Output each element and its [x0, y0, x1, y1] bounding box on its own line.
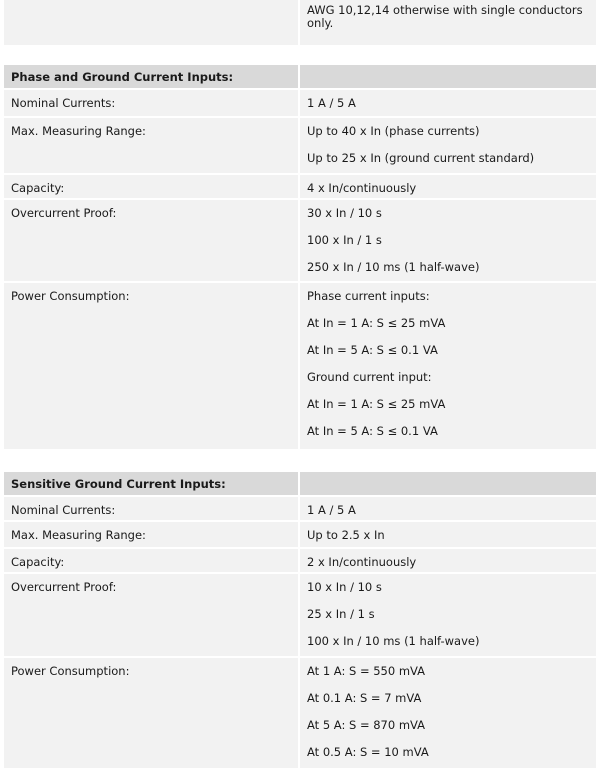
value-line: 1 A / 5 A [307, 503, 356, 517]
continuation-row [4, 0, 596, 45]
row-label: Nominal Currents: [4, 90, 298, 116]
value-line: At In = 5 A: S ≤ 0.1 VA [307, 343, 438, 357]
value-line: At 0.5 A: S = 10 mVA [307, 745, 429, 759]
value-line: Up to 40 x In (phase currents) [307, 124, 480, 138]
continuation-text-line1: AWG 10,12,14 otherwise with single conductors [307, 3, 583, 17]
row-value [300, 522, 596, 547]
value-line: 25 x In / 1 s [307, 607, 375, 621]
section-title: Sensitive Ground Current Inputs: [4, 472, 298, 495]
value-line: 100 x In / 1 s [307, 233, 382, 247]
value-line: At 5 A: S = 870 mVA [307, 718, 426, 732]
row-value [300, 200, 596, 281]
row-value [300, 283, 596, 449]
row-value [300, 549, 596, 572]
value-line: Phase current inputs: [307, 289, 430, 303]
continuation-text-line2: only. [307, 16, 334, 30]
value-line: 10 x In / 10 s [307, 580, 382, 594]
value-line: 250 x In / 10 ms (1 half-wave) [307, 260, 480, 274]
row-value [300, 175, 596, 198]
value-line: 4 x In/continuously [307, 181, 417, 195]
continuation-label-cell [4, 0, 298, 45]
row-label: Power Consumption: [4, 283, 298, 449]
row-value [300, 90, 596, 116]
section-header-right [300, 65, 596, 88]
value-line: Ground current input: [307, 370, 432, 384]
value-line: At In = 1 A: S ≤ 25 mVA [307, 397, 446, 411]
value-line: At 0.1 A: S = 7 mVA [307, 691, 422, 705]
row-value [300, 658, 596, 768]
value-line: 2 x In/continuously [307, 555, 417, 569]
row-value [300, 118, 596, 173]
row-label: Max. Measuring Range: [4, 522, 298, 547]
value-line: At In = 1 A: S ≤ 25 mVA [307, 316, 446, 330]
value-line: 1 A / 5 A [307, 96, 356, 110]
phase-ground-current-table [4, 65, 596, 449]
value-line: Up to 2.5 x In [307, 528, 385, 542]
value-line: At In = 5 A: S ≤ 0.1 VA [307, 424, 438, 438]
value-line: Up to 25 x In (ground current standard) [307, 151, 535, 165]
continuation-value-cell [300, 0, 596, 45]
section-header-right [300, 472, 596, 495]
row-label: Overcurrent Proof: [4, 200, 298, 281]
row-label: Capacity: [4, 549, 298, 572]
value-line: 100 x In / 10 ms (1 half-wave) [307, 634, 480, 648]
row-label: Max. Measuring Range: [4, 118, 298, 173]
section-title: Phase and Ground Current Inputs: [4, 65, 298, 88]
row-value [300, 497, 596, 520]
value-line: At 1 A: S = 550 mVA [307, 664, 426, 678]
row-label: Capacity: [4, 175, 298, 198]
sensitive-ground-current-table [4, 472, 596, 768]
row-label: Power Consumption: [4, 658, 298, 768]
row-label: Overcurrent Proof: [4, 574, 298, 656]
row-label: Nominal Currents: [4, 497, 298, 520]
value-line: 30 x In / 10 s [307, 206, 382, 220]
row-value [300, 574, 596, 656]
